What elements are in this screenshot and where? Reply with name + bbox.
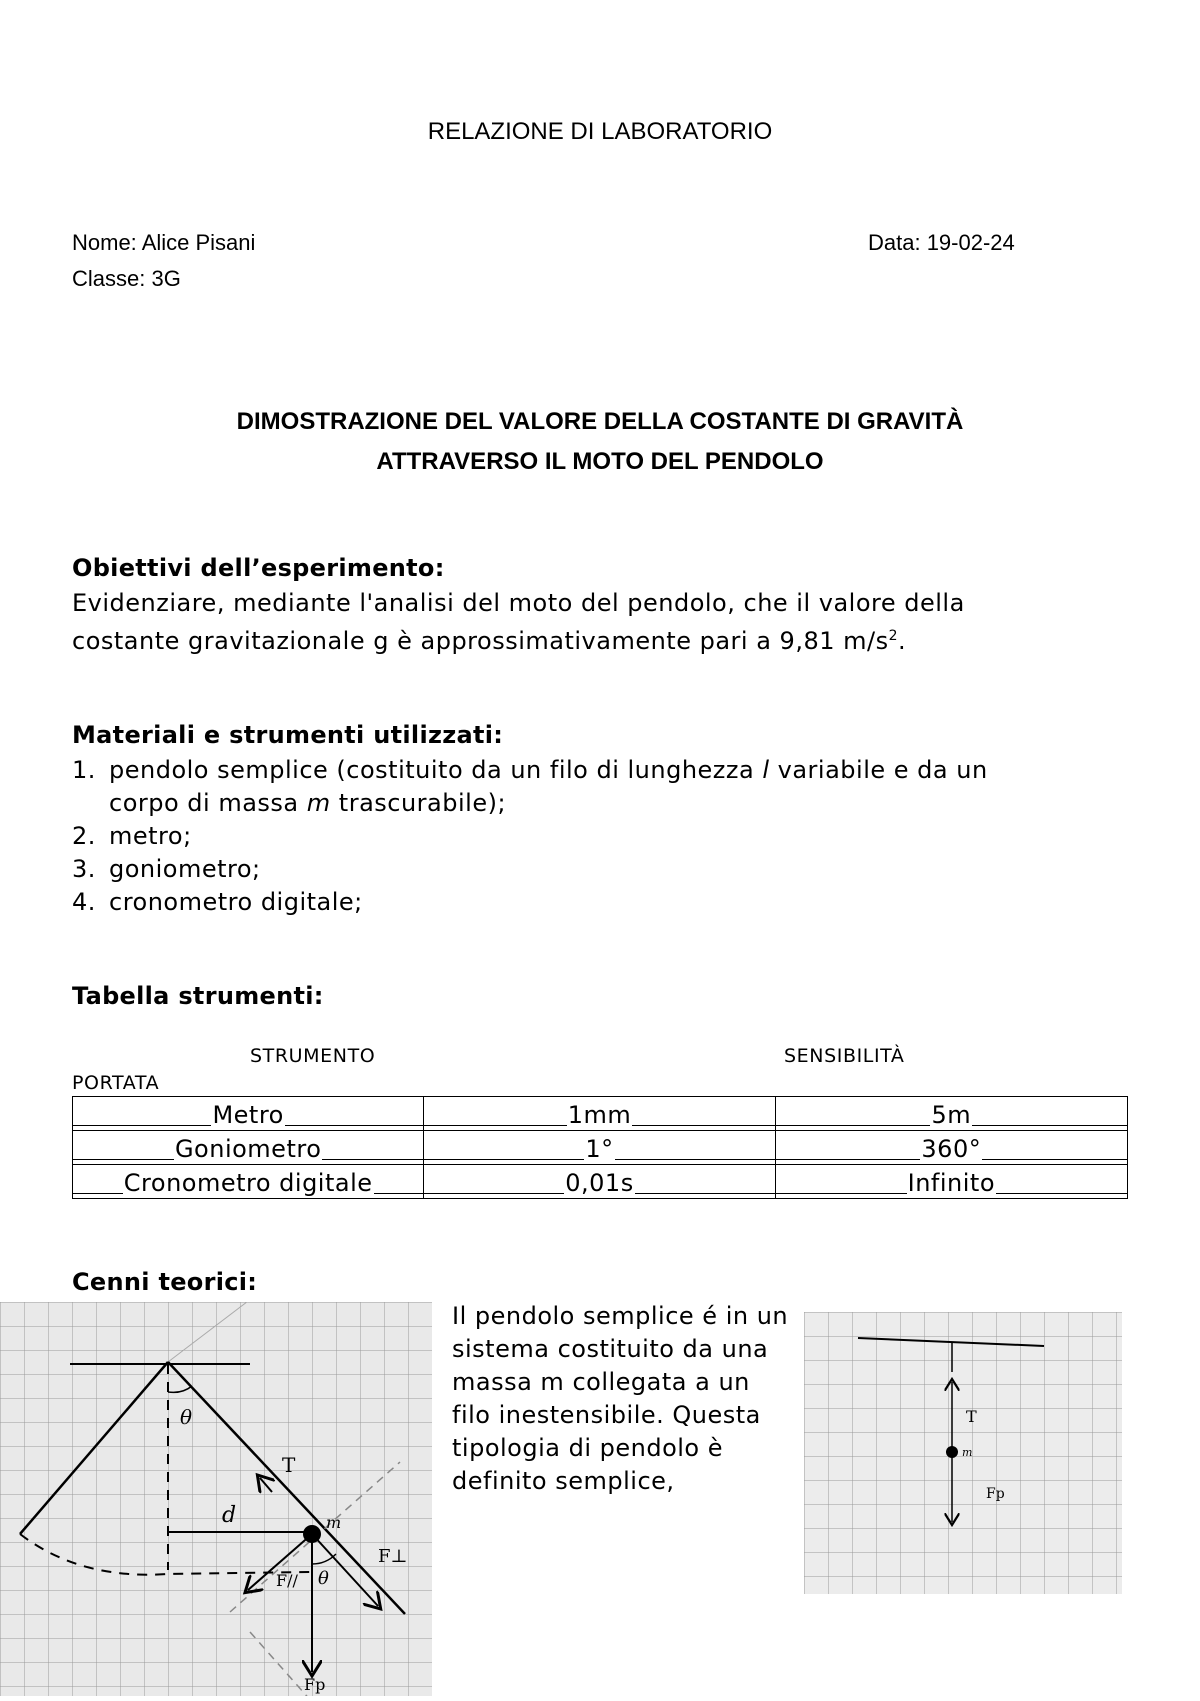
materials-list	[72, 754, 988, 919]
table-cell	[73, 1097, 424, 1131]
pendulum-rest-diagram	[804, 1312, 1122, 1594]
list-item-continuation	[72, 787, 988, 820]
pendulum-rest-diagram-photo	[804, 1312, 1122, 1594]
table-row	[73, 1165, 1128, 1199]
table-cell	[775, 1097, 1127, 1131]
objectives-text	[72, 587, 965, 658]
list-number: 2.	[72, 822, 96, 850]
f-perp-label: F⊥	[378, 1546, 408, 1567]
report-title	[0, 402, 1200, 482]
report-title-line-2: ATTRAVERSO IL MOTO DEL PENDOLO	[376, 448, 824, 475]
variable-l: l	[762, 756, 770, 784]
mass-label: m	[326, 1513, 342, 1532]
list-item	[72, 853, 988, 886]
objectives-heading: Obiettivi dell’esperimento:	[72, 554, 445, 582]
cell-text: 5m	[931, 1101, 972, 1129]
table-cell	[424, 1165, 775, 1199]
theory-paragraph: Il pendolo semplice é in un sistema costituito da una massa m collegata a un filo inestensibile. Questa tipologia di pendolo è definito semplice,	[452, 1302, 789, 1495]
list-number: 4.	[72, 888, 96, 916]
report-title-line-1: DIMOSTRAZIONE DEL VALORE DELLA COSTANTE DI GRAVITÀ	[236, 408, 964, 435]
item-text: metro;	[109, 822, 192, 850]
cell-text: 1mm	[567, 1101, 632, 1129]
variable-m: m	[306, 789, 331, 817]
pendulum-diagram	[0, 1302, 432, 1696]
table-row	[73, 1097, 1128, 1131]
cell-text: Goniometro	[174, 1135, 322, 1163]
item-text: goniometro;	[109, 855, 261, 883]
tension-label: T	[282, 1453, 296, 1477]
column-header-strumento: STRUMENTO	[250, 1045, 376, 1067]
report-date: Data: 19-02-24	[868, 230, 1015, 255]
tools-table	[72, 1096, 1128, 1199]
tools-table-heading: Tabella strumenti:	[72, 982, 324, 1010]
f-parallel-label: F//	[276, 1571, 298, 1590]
cell-text: 0,01s	[565, 1169, 634, 1197]
table-cell	[73, 1165, 424, 1199]
item-text: cronometro digitale;	[109, 888, 363, 916]
cell-text: Infinito	[907, 1169, 996, 1197]
column-header-portata: PORTATA	[72, 1072, 160, 1094]
fp-label: Fp	[986, 1486, 1005, 1502]
item-text: pendolo semplice (costituito da un filo di lunghezza	[109, 756, 763, 784]
objectives-line-2-end: .	[898, 627, 907, 655]
cell-text: 1°	[585, 1135, 614, 1163]
document-title: RELAZIONE DI LABORATORIO	[427, 118, 773, 145]
objectives-line-2-text: costante gravitazionale g è approssimativamente pari a 9,81 m/s	[72, 627, 889, 655]
list-item	[72, 886, 988, 919]
cell-text: Cronometro digitale	[123, 1169, 373, 1197]
materials-heading: Materiali e strumenti utilizzati:	[72, 721, 504, 749]
objectives-line-2	[72, 620, 965, 658]
student-name: Nome: Alice Pisani	[72, 230, 256, 255]
list-number: 3.	[72, 855, 96, 883]
column-header-sensibilita: SENSIBILITÀ	[784, 1045, 905, 1067]
table-cell	[424, 1097, 775, 1131]
cell-text: Metro	[212, 1101, 284, 1129]
distance-label: d	[222, 1503, 237, 1528]
mass-label: m	[962, 1446, 973, 1459]
fp-label: Fp	[304, 1675, 326, 1694]
objectives-line-1: Evidenziare, mediante l'analisi del moto del pendolo, che il valore della	[72, 589, 965, 617]
item-text: corpo di massa	[109, 789, 307, 817]
item-text: trascurabile);	[330, 789, 507, 817]
table-cell	[424, 1131, 775, 1165]
theory-heading: Cenni teorici:	[72, 1268, 258, 1296]
exponent: 2	[888, 628, 899, 644]
table-cell	[775, 1131, 1127, 1165]
list-item	[72, 820, 988, 853]
theta-label: θ	[180, 1405, 193, 1429]
table-cell	[775, 1165, 1127, 1199]
table-cell	[73, 1131, 424, 1165]
table-row	[73, 1131, 1128, 1165]
pendulum-diagram-photo	[0, 1302, 432, 1696]
list-number: 1.	[72, 756, 96, 784]
list-item	[72, 754, 988, 787]
item-text: variabile e da un	[769, 756, 988, 784]
theta2-label: θ	[318, 1568, 329, 1589]
cell-text: 360°	[921, 1135, 982, 1163]
student-class: Classe: 3G	[72, 266, 181, 291]
tension-label: T	[966, 1407, 977, 1426]
